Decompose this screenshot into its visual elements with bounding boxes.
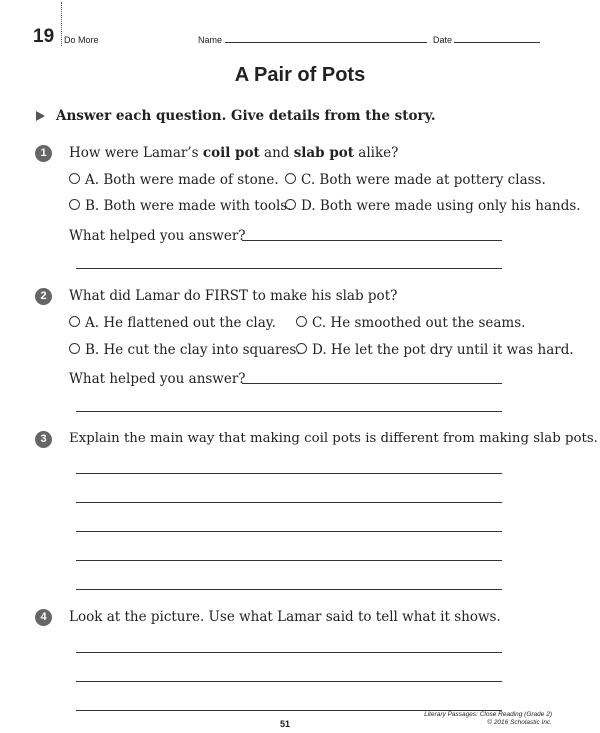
answer-line[interactable]: [76, 589, 502, 590]
answer-option[interactable]: C. He smoothed out the seams.: [296, 315, 525, 331]
answer-line[interactable]: [76, 560, 502, 561]
footer-page-number: 51: [280, 719, 291, 729]
question-text: What did Lamar do FIRST to make his slab pot?: [69, 288, 398, 304]
instruction: Answer each question. Give details from the story.: [56, 108, 436, 124]
answer-line[interactable]: [76, 502, 502, 503]
radio-circle-icon[interactable]: [285, 173, 296, 184]
radio-circle-icon[interactable]: [69, 173, 80, 184]
date-label: Date: [433, 35, 453, 45]
question-text: Look at the picture. Use what Lamar said to tell what it shows.: [69, 609, 501, 625]
answer-line[interactable]: [76, 473, 502, 474]
radio-circle-icon[interactable]: [296, 343, 307, 354]
dotted-divider: [61, 2, 62, 46]
answer-option[interactable]: B. Both were made with tools.: [69, 198, 292, 214]
question-number: 4: [35, 609, 52, 626]
answer-line[interactable]: [242, 240, 502, 241]
name-field[interactable]: [225, 42, 427, 43]
question-text: How were Lamar’s coil pot and slab pot alike?: [69, 145, 399, 161]
answer-option[interactable]: A. Both were made of stone.: [69, 172, 279, 188]
question-number: 2: [35, 288, 52, 305]
radio-circle-icon[interactable]: [69, 316, 80, 327]
answer-line[interactable]: [76, 531, 502, 532]
answer-line[interactable]: [76, 681, 502, 682]
helped-label: What helped you answer?: [69, 228, 246, 244]
radio-circle-icon[interactable]: [296, 316, 307, 327]
section-label: Do More: [64, 35, 99, 45]
radio-circle-icon[interactable]: [285, 199, 296, 210]
answer-option[interactable]: A. He flattened out the clay.: [69, 315, 276, 331]
answer-line[interactable]: [242, 383, 502, 384]
radio-circle-icon[interactable]: [69, 343, 80, 354]
name-label: Name: [198, 35, 223, 45]
page-title: A Pair of Pots: [234, 64, 366, 86]
page-number: 19: [33, 26, 55, 47]
answer-line[interactable]: [76, 268, 502, 269]
date-field[interactable]: [454, 42, 540, 43]
question-number: 1: [35, 145, 52, 162]
radio-circle-icon[interactable]: [69, 199, 80, 210]
answer-option[interactable]: B. He cut the clay into squares.: [69, 342, 301, 358]
answer-option[interactable]: C. Both were made at pottery class.: [285, 172, 546, 188]
answer-option[interactable]: D. He let the pot dry until it was hard.: [296, 342, 574, 358]
answer-option[interactable]: D. Both were made using only his hands.: [285, 198, 581, 214]
credit-line: Literary Passages: Close Reading (Grade 2) © 2016 Scholastic Inc.: [424, 711, 552, 726]
answer-line[interactable]: [76, 652, 502, 653]
arrow-icon: [36, 111, 45, 121]
helped-label: What helped you answer?: [69, 371, 246, 387]
question-number: 3: [35, 431, 52, 448]
question-text: Explain the main way that making coil pots is different from making slab pots.: [69, 431, 598, 446]
answer-line[interactable]: [76, 411, 502, 412]
